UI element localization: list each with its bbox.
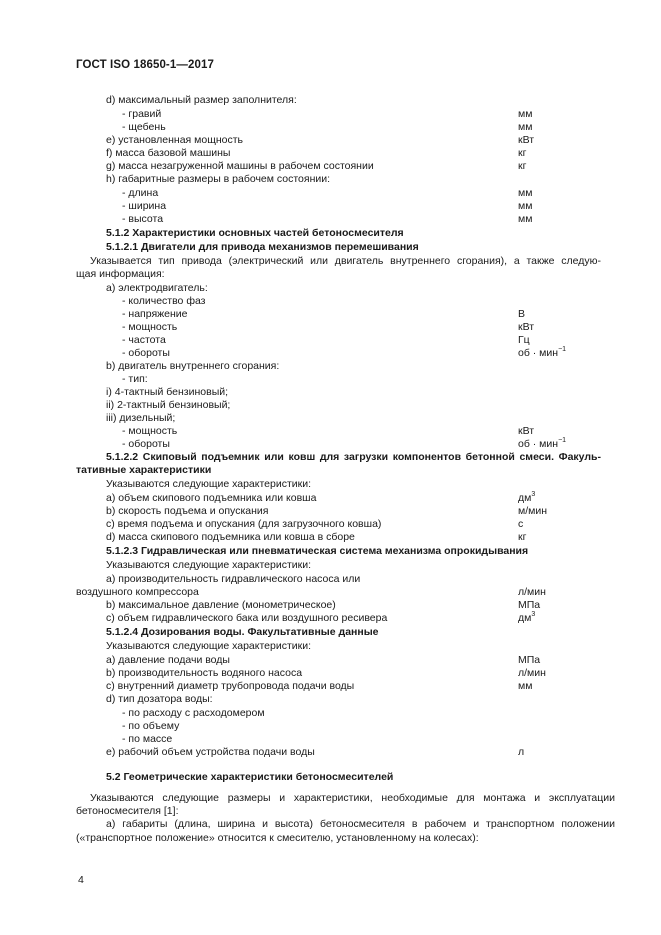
unit-label — [518, 160, 526, 173]
text-line: i) 4-тактный бензиновый; — [106, 386, 229, 398]
text-line: щая информация: — [76, 268, 165, 280]
text-line: a) объем скипового подъемника или ковша — [106, 492, 317, 504]
text-line: - ширина — [122, 200, 167, 212]
text-line: - по массе — [122, 733, 173, 745]
unit-label — [518, 586, 546, 599]
unit-text: кг — [518, 531, 527, 543]
page-number: 4 — [78, 874, 84, 886]
text-line: ii) 2-тактный бензиновый; — [106, 399, 231, 411]
unit-label — [518, 213, 532, 226]
unit-text: мм — [518, 108, 533, 120]
text-line: a) габариты (длина, ширина и высота) бетоносмесителя в рабочем и транспортном положении — [106, 818, 615, 830]
text-line: b) производительность водяного насоса — [106, 667, 303, 679]
text-line: - по расходу с расходомером — [122, 707, 265, 719]
text-line: - напряжение — [122, 308, 188, 320]
unit-label — [518, 505, 547, 518]
unit-superscript: −1 — [558, 345, 567, 353]
text-line: h) габаритные размеры в рабочем состоянии: — [106, 173, 331, 185]
text-line: - по объему — [122, 720, 180, 732]
text-line: e) рабочий объем устройства подачи воды — [106, 746, 315, 758]
unit-superscript: 3 — [531, 490, 536, 498]
unit-text: м/мин — [518, 505, 548, 517]
text-line: d) масса скипового подъемника или ковша в сборе — [106, 531, 355, 543]
unit-text: кг — [518, 160, 527, 172]
text-line: a) электродвигатель: — [106, 282, 208, 294]
text-line: Указываются следующие размеры и характеристики, необходимые для монтажа и эксплуатации — [90, 792, 615, 804]
unit-label — [518, 108, 532, 121]
unit-text: кВт — [518, 134, 535, 146]
unit-label — [518, 147, 526, 160]
text-line: - тип: — [122, 373, 148, 385]
text-line: a) давление подачи воды — [106, 654, 230, 666]
text-line: c) внутренний диаметр трубопровода подачи воды — [106, 680, 355, 692]
text-line: d) тип дозатора воды: — [106, 693, 213, 705]
text-line: b) максимальное давление (монометрическое) — [106, 599, 336, 611]
unit-superscript: 3 — [531, 610, 536, 618]
text-line: 5.2 Геометрические характеристики бетоносмесителей — [106, 771, 394, 783]
text-line: - гравий — [122, 108, 162, 120]
unit-text: мм — [518, 213, 533, 225]
text-line: Указывается тип привода (электрический или двигатель внутреннего сгорания), а также следую- — [90, 255, 601, 267]
text-line: - высота — [122, 213, 164, 225]
text-line: b) скорость подъема и опускания — [106, 505, 269, 517]
document-header: ГОСТ ISO 18650-1—2017 — [76, 59, 214, 71]
unit-text: с — [518, 518, 524, 530]
text-line: c) объем гидравлического бака или воздушного ресивера — [106, 612, 388, 624]
unit-text: дм — [518, 612, 532, 624]
text-line: - количество фаз — [122, 295, 206, 307]
text-line: 5.1.2.3 Гидравлическая или пневматическая система механизма опрокидывания — [106, 545, 529, 557]
unit-label — [518, 680, 532, 693]
text-line: - мощность — [122, 425, 178, 437]
unit-label — [518, 531, 526, 544]
unit-text: МПа — [518, 599, 541, 611]
unit-label — [518, 746, 524, 759]
text-line: - щебень — [122, 121, 166, 133]
unit-text: мм — [518, 680, 533, 692]
unit-label — [518, 612, 535, 625]
text-line: - обороты — [122, 438, 170, 450]
text-line: воздушного компрессора — [76, 586, 199, 598]
text-line: 5.1.2 Характеристики основных частей бетоносмесителя — [106, 227, 404, 239]
unit-label — [518, 599, 540, 612]
unit-label — [518, 438, 566, 451]
unit-text: кВт — [518, 321, 535, 333]
text-line: - мощность — [122, 321, 178, 333]
unit-text: об · мин — [518, 438, 559, 450]
unit-label — [518, 654, 540, 667]
unit-text: л/мин — [518, 586, 546, 598]
unit-label — [518, 492, 535, 505]
unit-label — [518, 347, 566, 360]
unit-text: дм — [518, 492, 532, 504]
text-line: - частота — [122, 334, 166, 346]
unit-label — [518, 308, 525, 321]
unit-label — [518, 667, 546, 680]
text-line: g) масса незагруженной машины в рабочем состоянии — [106, 160, 374, 172]
unit-text: МПа — [518, 654, 541, 666]
unit-text: В — [518, 308, 526, 320]
unit-text: л/мин — [518, 667, 546, 679]
text-line: e) установленная мощность — [106, 134, 244, 146]
text-line: d) максимальный размер заполнителя: — [106, 94, 297, 106]
unit-text: мм — [518, 121, 533, 133]
text-line: c) время подъема и опускания (для загрузочного ковша) — [106, 518, 382, 530]
unit-label — [518, 121, 532, 134]
unit-label — [518, 187, 532, 200]
text-line: - длина — [122, 187, 159, 199]
unit-label — [518, 200, 532, 213]
unit-text: кВт — [518, 425, 535, 437]
text-line: тативные характеристики — [76, 464, 212, 476]
unit-label — [518, 518, 523, 531]
text-line: iii) дизельный; — [106, 412, 176, 424]
unit-text: мм — [518, 200, 533, 212]
text-line: бетоносмесителя [1]: — [76, 805, 179, 817]
text-line: Указываются следующие характеристики: — [106, 559, 311, 571]
unit-text: л — [518, 746, 525, 758]
text-line: Указываются следующие характеристики: — [106, 640, 311, 652]
unit-superscript: −1 — [558, 436, 567, 444]
unit-text: кг — [518, 147, 527, 159]
unit-label — [518, 425, 534, 438]
text-line: a) производительность гидравлического насоса или — [106, 573, 361, 585]
unit-label — [518, 134, 534, 147]
text-line: b) двигатель внутреннего сгорания: — [106, 360, 280, 372]
unit-label — [518, 321, 534, 334]
text-line: 5.1.2.2 Скиповый подъемник или ковш для загрузки компонентов бетонной смеси. Факуль- — [106, 451, 601, 463]
text-line: - обороты — [122, 347, 170, 359]
unit-text: об · мин — [518, 347, 559, 359]
text-line: f) масса базовой машины — [106, 147, 231, 159]
unit-text: Гц — [518, 334, 530, 346]
text-line: («транспортное положение» относится к смесителю, установленному на колесах): — [76, 832, 479, 844]
text-line: 5.1.2.1 Двигатели для привода механизмов перемешивания — [106, 241, 419, 253]
unit-text: мм — [518, 187, 533, 199]
text-line: Указываются следующие характеристики: — [106, 478, 311, 490]
unit-label — [518, 334, 530, 347]
text-line: 5.1.2.4 Дозирования воды. Факультативные данные — [106, 626, 379, 638]
